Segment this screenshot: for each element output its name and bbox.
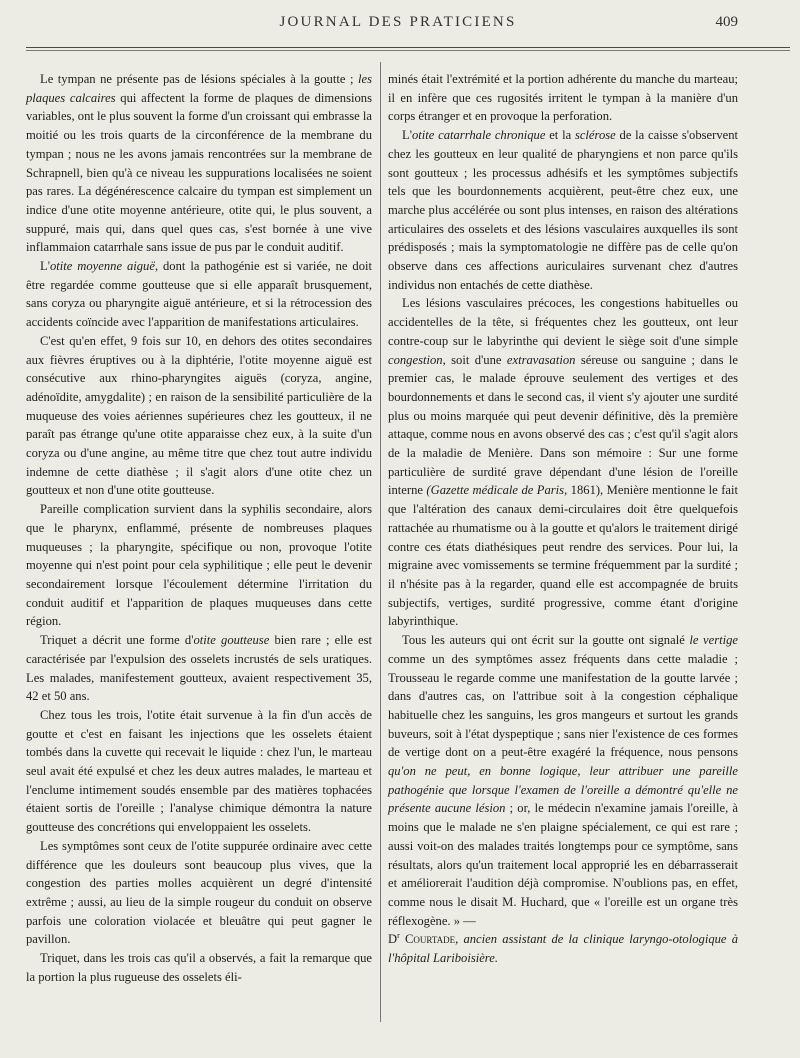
author-name: Courtade xyxy=(404,932,456,947)
paragraph xyxy=(388,631,738,930)
text-run: Chez tous les trois, l'otite était survenue à la fin d'un accès de goutte et c'est en faisant les injections que les osselets étaient tombés dans la cuvette qui recevait le liquide : chez l'un, le marteau seul avait été expulsé et chez les deux autres malades, le marteau et l'enclume intimement soudés ensemble par des matières tophacées étaient sortis de l'oreille ; l'analyse chimique démontra la nature goutteuse des concrétions qui enveloppaient les osselets. xyxy=(26,707,372,835)
left-column xyxy=(26,70,372,986)
paragraph xyxy=(26,706,372,837)
text-run: Le tympan ne présente pas de lésions spéciales à la goutte ; xyxy=(40,72,358,86)
paragraph xyxy=(26,631,372,706)
text-run: , dont la pathogénie est si variée, ne doit être regardée comme goutteuse que si elle apparaît brusquement, sans coryza ou pharyngite aiguë antérieure, et si la rétrocession des accidents coïncide avec l'apparition de manifestations articulaires. xyxy=(26,259,372,330)
text-run: Les lésions vasculaires précoces, les congestions habituelles ou accidentelles de la tête, si fréquentes chez les goutteux, ont leur contre-coup sur le labyrinthe qui devient le siège soit d'une simple xyxy=(388,296,738,348)
paragraph xyxy=(26,70,372,257)
paragraph xyxy=(388,294,738,631)
column-divider xyxy=(380,62,381,1022)
paragraph xyxy=(388,126,738,294)
paragraph xyxy=(388,70,738,126)
italic-text-run: (Gazette médicale de Paris xyxy=(426,483,565,498)
paragraph xyxy=(26,949,372,986)
text-run: Tous les auteurs qui ont écrit sur la goutte ont signalé xyxy=(402,633,690,648)
author-signature xyxy=(388,930,738,967)
text-run: L' xyxy=(40,259,50,274)
text-run: comme un des symptômes assez fréquents dans cette maladie ; Trousseau le regarde comme une manifestation de la goutte larvée ; dans d'autres cas, on l'attribue soit à la congestion céphalique habituelle chez les sanguins, les gros mangeurs et surtout les grands buveurs, soit à l'état dyspeptique ; sans nier l'existence de ces formes de vertige dont on a peut-être exagéré la fréquence, nous pensons xyxy=(388,651,738,760)
italic-text-run: le vertige xyxy=(689,633,739,648)
paragraph xyxy=(26,837,372,949)
text-run: Les symptômes sont ceux de l'otite suppurée ordinaire avec cette différence que les douleurs sont beaucoup plus vives, que la congestion des parties molles acquièrent un degré d'intensité extrême ; aussi, au lieu de la simple rougeur du conduit on observe parfois une coloration violacée et bleuâtre qui peut gagner le pavillon. xyxy=(26,838,372,947)
signature-prefix: D xyxy=(388,932,398,947)
italic-text-run: extravasation xyxy=(506,352,576,367)
text-run: Triquet, dans les trois cas qu'il a observés, a fait la remarque que la portion la plus rugueuse des osselets éli- xyxy=(26,951,372,984)
text-run: Pareille complication survient dans la syphilis secondaire, alors que le pharynx, enflammé, présente de nombreuses plaques muqueuses ; la pharyngite, spécifique ou non, provoque l'otite moyenne qui n'est point pour cela syphilitique ; elle peut le devenir secondairement lorsque l'écoulement détermine l'irritation du conduit auditif et l'apparition de plaques muqueuses dans cette région. xyxy=(26,502,372,629)
text-run: L' xyxy=(402,128,412,143)
italic-text-run: qu'on ne peut, en bonne logique, leur attribuer une pareille pathogénie que lorsque l'examen de l'oreille a démontré qu'elle ne présente aucune lésion xyxy=(388,764,738,816)
text-run: , soit d'une xyxy=(442,352,507,367)
italic-text-run: otite moyenne aiguë xyxy=(49,259,155,274)
right-column xyxy=(388,70,738,968)
italic-text-run: les plaques calcaires xyxy=(26,72,372,105)
text-run: , 1861), Menière mentionne le fait que l'altération des canaux demi-circulaires doit être quelquefois rattachée au rhumatisme ou à la goutte et qu'alors le traitement dirigé contre ces états diathésiques peut rendre des services. Pour lui, la migraine avec vomissements se termine fréquemment par la surdité ; il n'hésite pas à la regarder, quand elle est accompagnée de bruits subjectifs, vertiges, surdité progressive, comme étant d'origine labyrinthique. xyxy=(388,483,738,629)
journal-title: JOURNAL DES PRATICIENS xyxy=(279,14,517,30)
italic-text-run: congestion xyxy=(388,352,443,367)
header-rule-thin xyxy=(26,50,790,51)
text-run: et la xyxy=(545,128,575,143)
paragraph xyxy=(26,332,372,500)
text-run: C'est qu'en effet, 9 fois sur 10, en dehors des otites secondaires aux fièvres éruptives ou à la diphtérie, l'otite moyenne aiguë est consécutive aux rhino-pharyngites aiguës (coryza, angine, adénoïdite, amygdalite) ; en raison de la sensibilité particulière de la muqueuse des voies aériennes supérieures chez les goutteux, il ne paraît pas étrange qu'une otite apparaisse chez eux, à la suite d'un coryza ou d'une angine, au même titre que chez tout autre individu indemne de cette diathèse ; il s'agit alors d'une otite chez un goutteux et non d'une otite goutteuse. xyxy=(26,333,372,498)
signature-prefix-sup: r xyxy=(397,931,400,941)
text-run: Triquet a décrit une forme d' xyxy=(40,633,194,648)
text-run: qui affectent la forme de plaques de dimensions variables, ont le plus souvent la forme d'un croissant qui embrasse la moitié ou les trois quarts de la circonférence de la membrane du tympan ; nous ne les avons jamais rencontrées sur la membrane de Schrapnell, bien qu'à ce niveau les suppurations localisées ne soient pas rares. La dégénérescence calcaire du tympan est simplement un indice d'une otite moyenne antérieure, otite qui, le plus souvent, a suppuré, mais qui, dans quel ques cas, s'est bornée à une vive inflammaion catarrhale sans issue de pus par le conduit auditif. xyxy=(26,90,372,255)
paragraph xyxy=(26,257,372,332)
page-number: 409 xyxy=(715,14,738,30)
text-run: minés était l'extrémité et la portion adhérente du manche du marteau; il en infère que ces rugosités irritent le tympan à la manière d'un corps étranger et en provoque la perforation. xyxy=(388,72,738,124)
text-run: de la caisse s'observent chez les goutteux en leur qualité de pharyngiens et non parce qu'ils sont goutteux ; les processus adhésifs et les symptômes subjectifs tels que les bourdonnements acquièrent, peut-être chez eux, une marche plus accélérée ou sont plus intenses, en raison des altérations articulaires des osselets et des lésions vasculaires auxquelles ils sont prédisposés ; mais la symptomatologie ne diffère pas de celle qu'on observe dans ces affections auriculaires survenant chez d'autres individus non entachés de cette diathèse. xyxy=(388,128,739,292)
italic-text-run: otite catarrhale chronique xyxy=(411,128,546,143)
text-run: séreuse ou sanguine ; dans le premier cas, le malade éprouve seulement des vertiges et des bourdonnements et dans le second cas, il vient s'y ajouter une surdité plus ou moins marquée qui peut devenir définitive, dès la première attaque, comme nous en avons observé des cas ; c'est qu'il s'agit alors de la maladie de Menière. Dans son mémoire : Sur une forme particulière de surdité grave dépendant d'une lésion de l'oreille interne xyxy=(388,352,738,498)
page-header xyxy=(28,14,738,44)
text-run: bien rare ; elle est caractérisée par l'expulsion des osselets incrustés de sels uratiques. Les malades, manifestement goutteux, avaient respectivement 35, 42 et 50 ans. xyxy=(26,633,372,704)
header-rule xyxy=(26,47,790,48)
author-affiliation: , ancien assistant de la clinique laryngo-otologique à l'hôpital Lariboisière. xyxy=(388,932,738,966)
paragraph xyxy=(26,500,372,631)
italic-text-run: otite goutteuse xyxy=(193,633,270,648)
italic-text-run: sclérose xyxy=(574,128,616,143)
text-run: ; or, le médecin n'examine jamais l'oreille, à moins que le malade ne s'en plaigne spécialement, ce qui est rare ; aussi voit-on des malades traités longtemps pour ce symptôme, sans résultats, alors qu'un traitement local approprié les en débarrasserait et améliorerait l'audition déjà compromise. N'oublions pas, en effet, comme nous le disait M. Huchard, que « l'oreille est un organe très réflexogène. » — xyxy=(388,801,738,928)
